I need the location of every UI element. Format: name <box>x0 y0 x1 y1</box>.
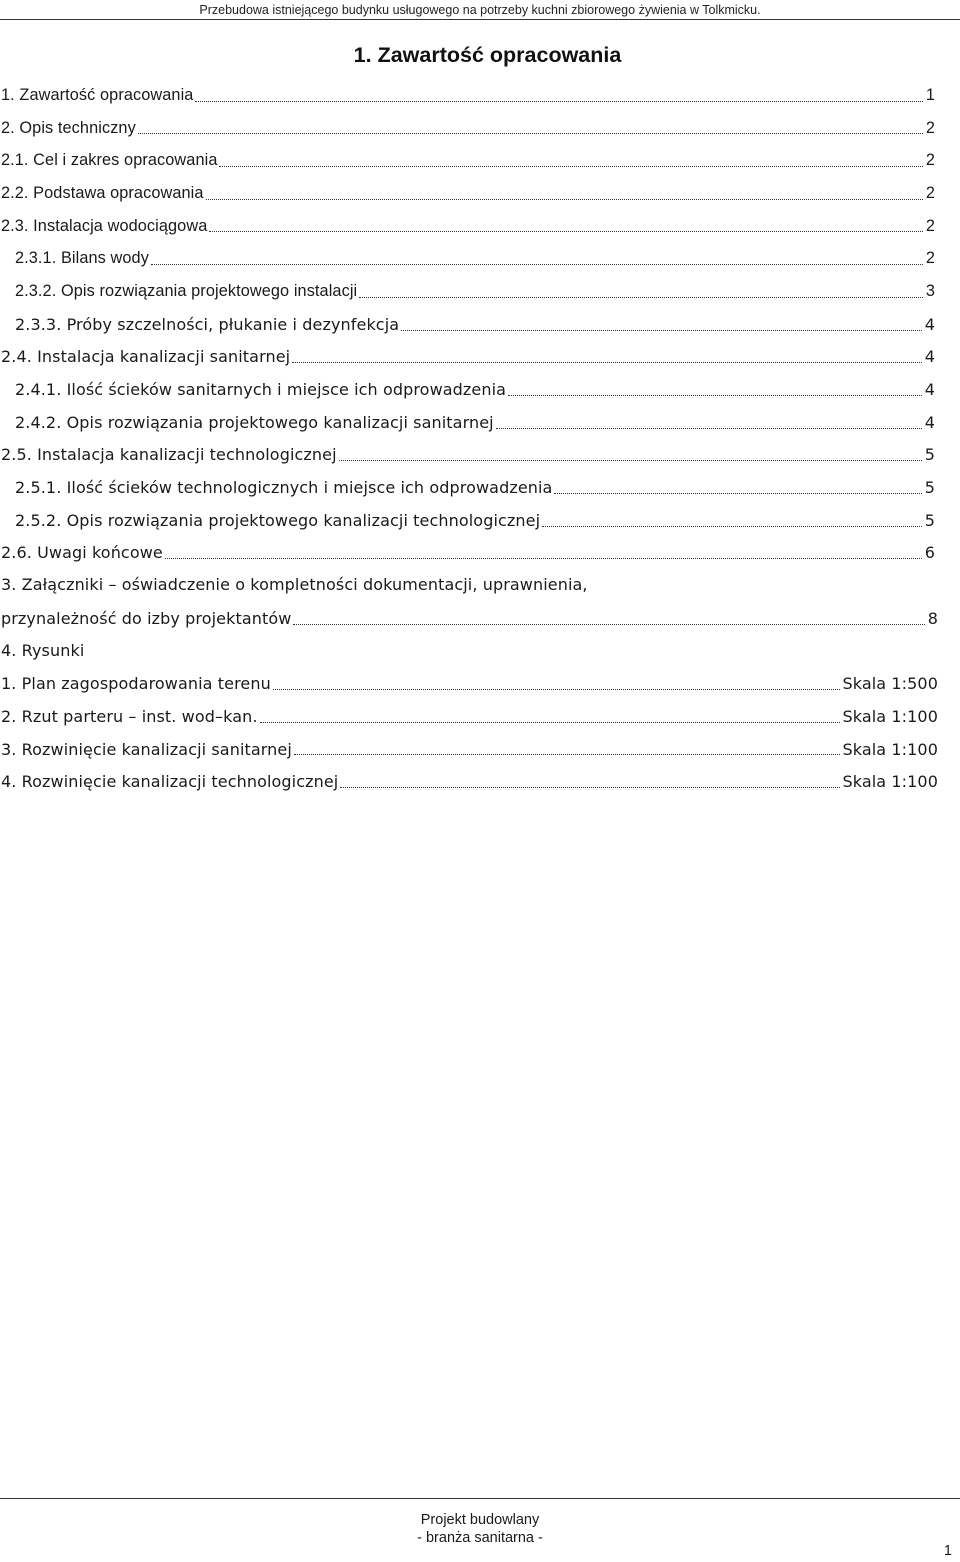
toc-entry <box>0 667 960 700</box>
toc-entry-label: 2.4.2. Opis rozwiązania projektowego kanalizacji sanitarnej <box>15 412 494 432</box>
toc-entry <box>0 504 960 537</box>
toc-entry-label: 3. Załączniki – oświadczenie o kompletności dokumentacji, uprawnienia, <box>1 575 588 595</box>
toc-entry <box>0 471 960 504</box>
toc-entry-label: 2.3. Instalacja wodociągowa <box>1 216 208 235</box>
dot-leader <box>273 689 840 690</box>
toc-entry-page: 1 <box>925 85 935 104</box>
dot-leader <box>508 395 922 396</box>
toc-entry-label: 3. Rozwinięcie kanalizacji sanitarnej <box>1 739 292 759</box>
toc-entry <box>0 406 960 439</box>
dot-leader <box>294 754 840 755</box>
dot-leader <box>195 101 922 102</box>
running-header: Przebudowa istniejącego budynku usługowego na potrzeby kuchni zbiorowego żywienia w Tolkmicku. <box>199 3 761 17</box>
toc-entry-label: 2. Rzut parteru – inst. wod–kan. <box>1 706 258 726</box>
toc-entry <box>0 635 960 668</box>
toc-entry-page: 5 <box>924 478 935 498</box>
toc-entry <box>0 733 960 766</box>
toc-entry <box>0 439 960 472</box>
toc-entry <box>0 210 960 243</box>
toc-entry <box>0 308 960 341</box>
toc-entry-page: 3 <box>925 281 935 300</box>
dot-leader <box>219 166 922 167</box>
toc-entry <box>0 112 960 145</box>
toc-entry-scale: Skala 1:100 <box>842 772 938 792</box>
toc-entry-scale: Skala 1:500 <box>842 674 938 694</box>
toc-entry-page: 6 <box>924 543 935 563</box>
toc-entry-page: 2 <box>925 118 935 137</box>
toc-entry-scale: Skala 1:100 <box>842 739 938 759</box>
toc-entry-label: 2. Opis techniczny <box>1 118 136 137</box>
toc-entry <box>0 765 960 798</box>
dot-leader <box>151 264 923 265</box>
toc-entry <box>0 569 960 602</box>
toc-entry-label: 2.5.2. Opis rozwiązania projektowego kanalizacji technologicznej <box>15 510 541 530</box>
dot-leader <box>542 526 922 527</box>
dot-leader <box>401 330 922 331</box>
toc-entry-page: 4 <box>924 347 935 367</box>
toc-entry-label: 2.3.2. Opis rozwiązania projektowego instalacji <box>15 281 358 300</box>
toc-entry-page: 2 <box>925 151 935 170</box>
toc-entry-page: 2 <box>925 249 935 268</box>
toc-entry-page: 5 <box>924 510 935 530</box>
footer-line-branch: - branża sanitarna - <box>417 1530 543 1546</box>
toc-entry-label: 2.3.1. Bilans wody <box>15 249 149 268</box>
toc-entry <box>0 341 960 374</box>
dot-leader <box>339 460 922 461</box>
dot-leader <box>496 428 922 429</box>
page-title: 1. Zawartość opracowania <box>353 43 622 67</box>
toc-entry-page: 5 <box>924 445 935 465</box>
header-divider <box>0 19 960 20</box>
dot-leader <box>209 231 923 232</box>
footer <box>0 1511 960 1547</box>
toc-entry-label: 4. Rozwinięcie kanalizacji technologicznej <box>1 772 339 792</box>
toc-entry-page: 4 <box>924 412 935 432</box>
footer-divider <box>0 1498 960 1499</box>
toc-entry-label: 4. Rysunki <box>1 640 85 660</box>
dot-leader <box>554 493 921 494</box>
toc-entry <box>0 700 960 733</box>
toc-entry-page: 2 <box>925 216 935 235</box>
toc-entry-label: 2.5. Instalacja kanalizacji technologicznej <box>1 445 337 465</box>
dot-leader <box>340 787 839 788</box>
toc-entry-page: 4 <box>924 380 935 400</box>
page-number: 1 <box>943 1543 952 1559</box>
dot-leader <box>138 133 923 134</box>
toc-entry-label: 2.3.3. Próby szczelności, płukanie i dezynfekcja <box>15 314 400 334</box>
footer-line-project: Projekt budowlany <box>420 1512 540 1528</box>
toc-entry-label: przynależność do izby projektantów <box>1 608 292 628</box>
toc-entry-scale: Skala 1:100 <box>842 706 938 726</box>
table-of-contents <box>0 79 960 798</box>
toc-entry-label: 2.1. Cel i zakres opracowania <box>1 151 218 170</box>
toc-entry <box>0 275 960 308</box>
dot-leader <box>359 297 923 298</box>
dot-leader <box>293 624 924 625</box>
toc-entry-label: 2.6. Uwagi końcowe <box>1 543 163 563</box>
toc-entry-label: 2.5.1. Ilość ścieków technologicznych i miejsce ich odprowadzenia <box>15 478 553 498</box>
toc-entry <box>0 537 960 570</box>
dot-leader <box>165 558 922 559</box>
toc-entry-page: 8 <box>927 608 938 628</box>
toc-entry <box>0 79 960 112</box>
toc-entry-label: 2.4. Instalacja kanalizacji sanitarnej <box>1 347 291 367</box>
toc-entry-label: 1. Plan zagospodarowania terenu <box>1 674 271 694</box>
toc-entry-label: 2.2. Podstawa opracowania <box>1 183 204 202</box>
dot-leader <box>292 362 922 363</box>
dot-leader <box>206 199 923 200</box>
toc-entry-page: 4 <box>924 314 935 334</box>
toc-entry <box>0 144 960 177</box>
toc-entry <box>0 602 960 635</box>
dot-leader <box>260 722 840 723</box>
toc-entry-label: 2.4.1. Ilość ścieków sanitarnych i miejsce ich odprowadzenia <box>15 380 507 400</box>
toc-entry <box>0 242 960 275</box>
toc-entry-page: 2 <box>925 183 935 202</box>
toc-entry <box>0 373 960 406</box>
toc-entry-label: 1. Zawartość opracowania <box>1 85 194 104</box>
toc-entry <box>0 177 960 210</box>
